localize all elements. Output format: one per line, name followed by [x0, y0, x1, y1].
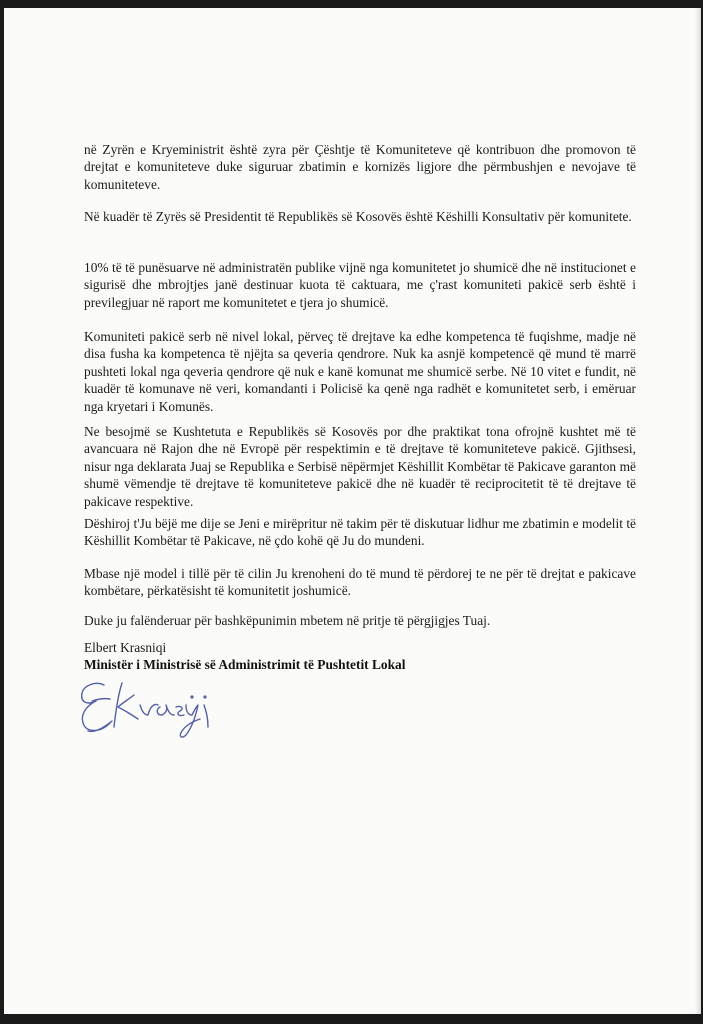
paragraph-model: Mbase një model i tillë për të cilin Ju krenoheni do të mund të përdorej te ne për të drejtat e pakicave kombëtare, përkatësisht të komunitetit joshumicë.: [84, 566, 636, 599]
paragraph-closing: Duke ju falënderuar për bashkëpunimin mbetem në pritje të përgjigjes Tuaj.: [84, 613, 491, 628]
paragraph-presidential-council: Në kuadër të Zyrës së Presidentit të Republikës së Kosovës është Këshilli Konsultativ për komunitete.: [84, 209, 632, 224]
paragraph-employment-quota: 10% të të punësuarve në administratën publike vijnë nga komunitetet jo shumicë dhe në institucionet e sigurisë dhe mbrojtjes janë destinuar kuota të caktuara, me ç'rast komuniteti pakicë serb është i previlegjuar në raport me komunitetet e tjera jo shumicë.: [84, 260, 636, 310]
handwritten-signature: [74, 671, 224, 741]
paragraph-local-competences: Komuniteti pakicë serb në nivel lokal, përveç të drejtave ka edhe kompetenca të fuqishme, madje në disa fusha ka kompetenca të njëjta sa qeveria qendrore. Nuk ka asnjë kompetencë që mund të marrë pushteti lokal nga qeveria qendrore që nuk e kanë komunat me shumicë serbe. Në 10 vitet e fundit, në kuadër të komunave në veri, komandanti i Policisë ka qenë nga radhët e komunitetet serb, i emëruar nga kryetari i Komunës.: [84, 329, 636, 414]
signatory-title: Ministër i Ministrisë së Administrimit të Pushtetit Lokal: [84, 657, 406, 672]
paragraph-invitation: Dëshiroj t'Ju bëjë me dije se Jeni e mirëpritur në takim për të diskutuar lidhur me zbatimin e modelit të Këshillit Kombëtar të Pakicave, në çdo kohë që Ju do mundeni.: [84, 516, 636, 549]
paragraph-office-of-prime-minister: në Zyrën e Kryeministrit është zyra për Çështje të Komuniteteve që kontribuon dhe promovon të drejtat e komuniteteve duke siguruar zbatimin e kornizës ligjore dhe përmbushjen e nevojave të komuniteteve.: [84, 142, 636, 192]
letter-page: [4, 8, 701, 1014]
signatory-name: Elbert Krasniqi: [84, 640, 167, 655]
paragraph-constitution: Ne besojmë se Kushtetuta e Republikës së Kosovës por dhe praktikat tona ofrojnë kushtet më të avancuara në Rajon dhe në Evropë për respektimin e të drejtave të komuniteteve pakicë. Gjithsesi, nisur nga deklarata Juaj se Republika e Serbisë nëpërmjet Këshillit Kombëtar të Pakicave garanton më shumë vëmendje të drejtave të komuniteteve pakicë dhe në kuadër të reciprocitetit të të drejtave të pakicave respektive.: [84, 424, 636, 509]
